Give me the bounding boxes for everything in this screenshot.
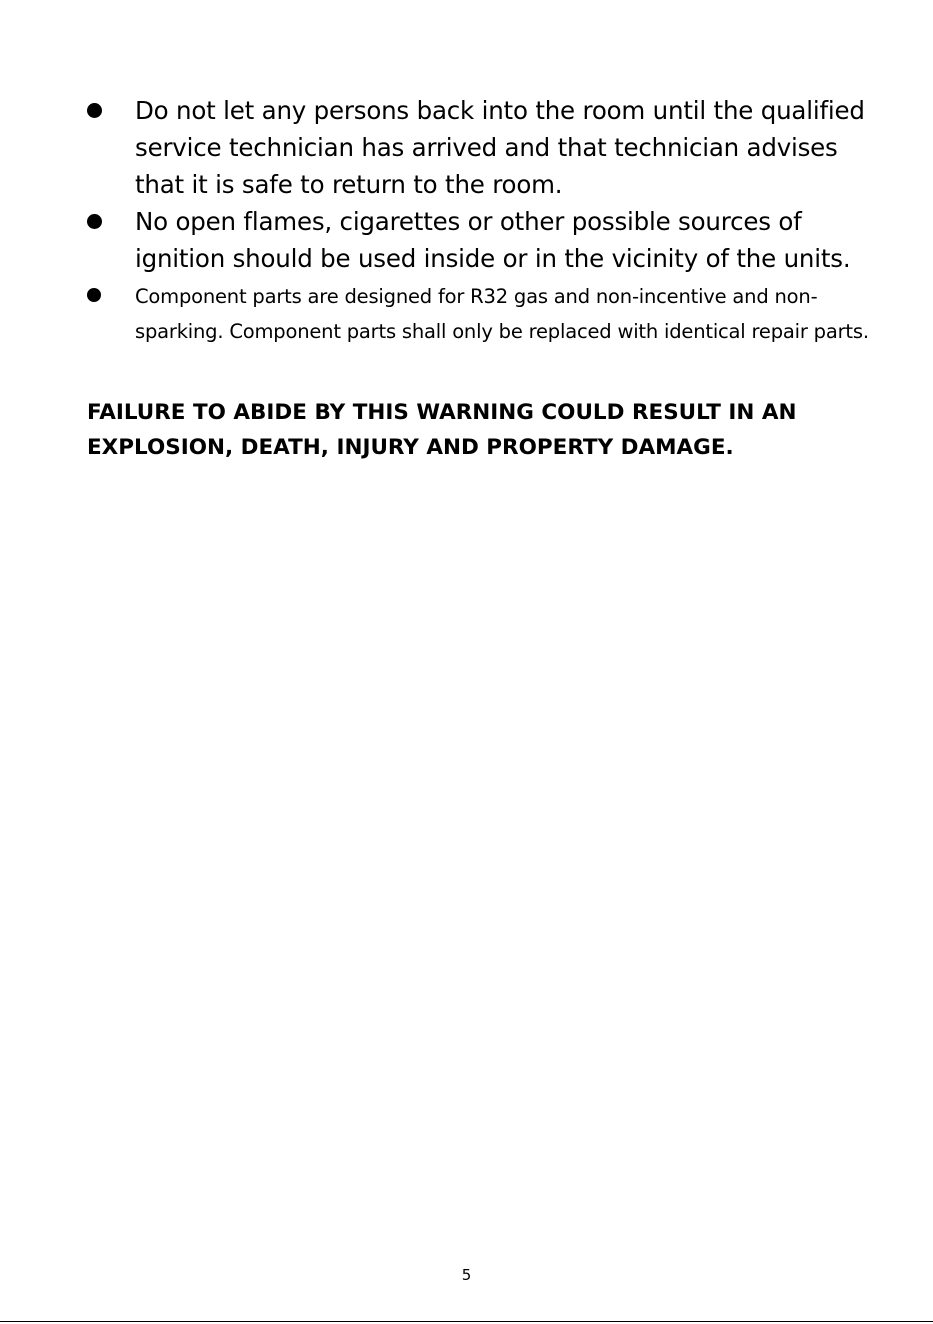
- bullet-dot-icon: [87, 103, 102, 118]
- bullet-text: No open flames, cigarettes or other possible sources of ignition should be used inside or in the vicinity of the units.: [135, 207, 851, 273]
- bullet-item-component-parts: [87, 279, 887, 349]
- bottom-divider: [0, 1321, 933, 1322]
- bullet-dot-icon: [87, 288, 101, 302]
- page-number: 5: [461, 1266, 472, 1284]
- bullet-item-no-reentry: [87, 92, 887, 203]
- bullet-text: Do not let any persons back into the room until the qualified service technician has arrived and that technician advises that it is safe to return to the room.: [135, 96, 865, 199]
- bullet-dot-icon: [87, 214, 102, 229]
- bullet-text: Component parts are designed for R32 gas and non-incentive and non-sparking. Component parts shall only be replaced with identical repair parts.: [135, 285, 869, 343]
- safety-bullet-list: [87, 92, 887, 349]
- warning-statement: FAILURE TO ABIDE BY THIS WARNING COULD RESULT IN AN EXPLOSION, DEATH, INJURY AND PROPERTY DAMAGE.: [87, 400, 797, 460]
- bullet-item-no-ignition: [87, 203, 887, 277]
